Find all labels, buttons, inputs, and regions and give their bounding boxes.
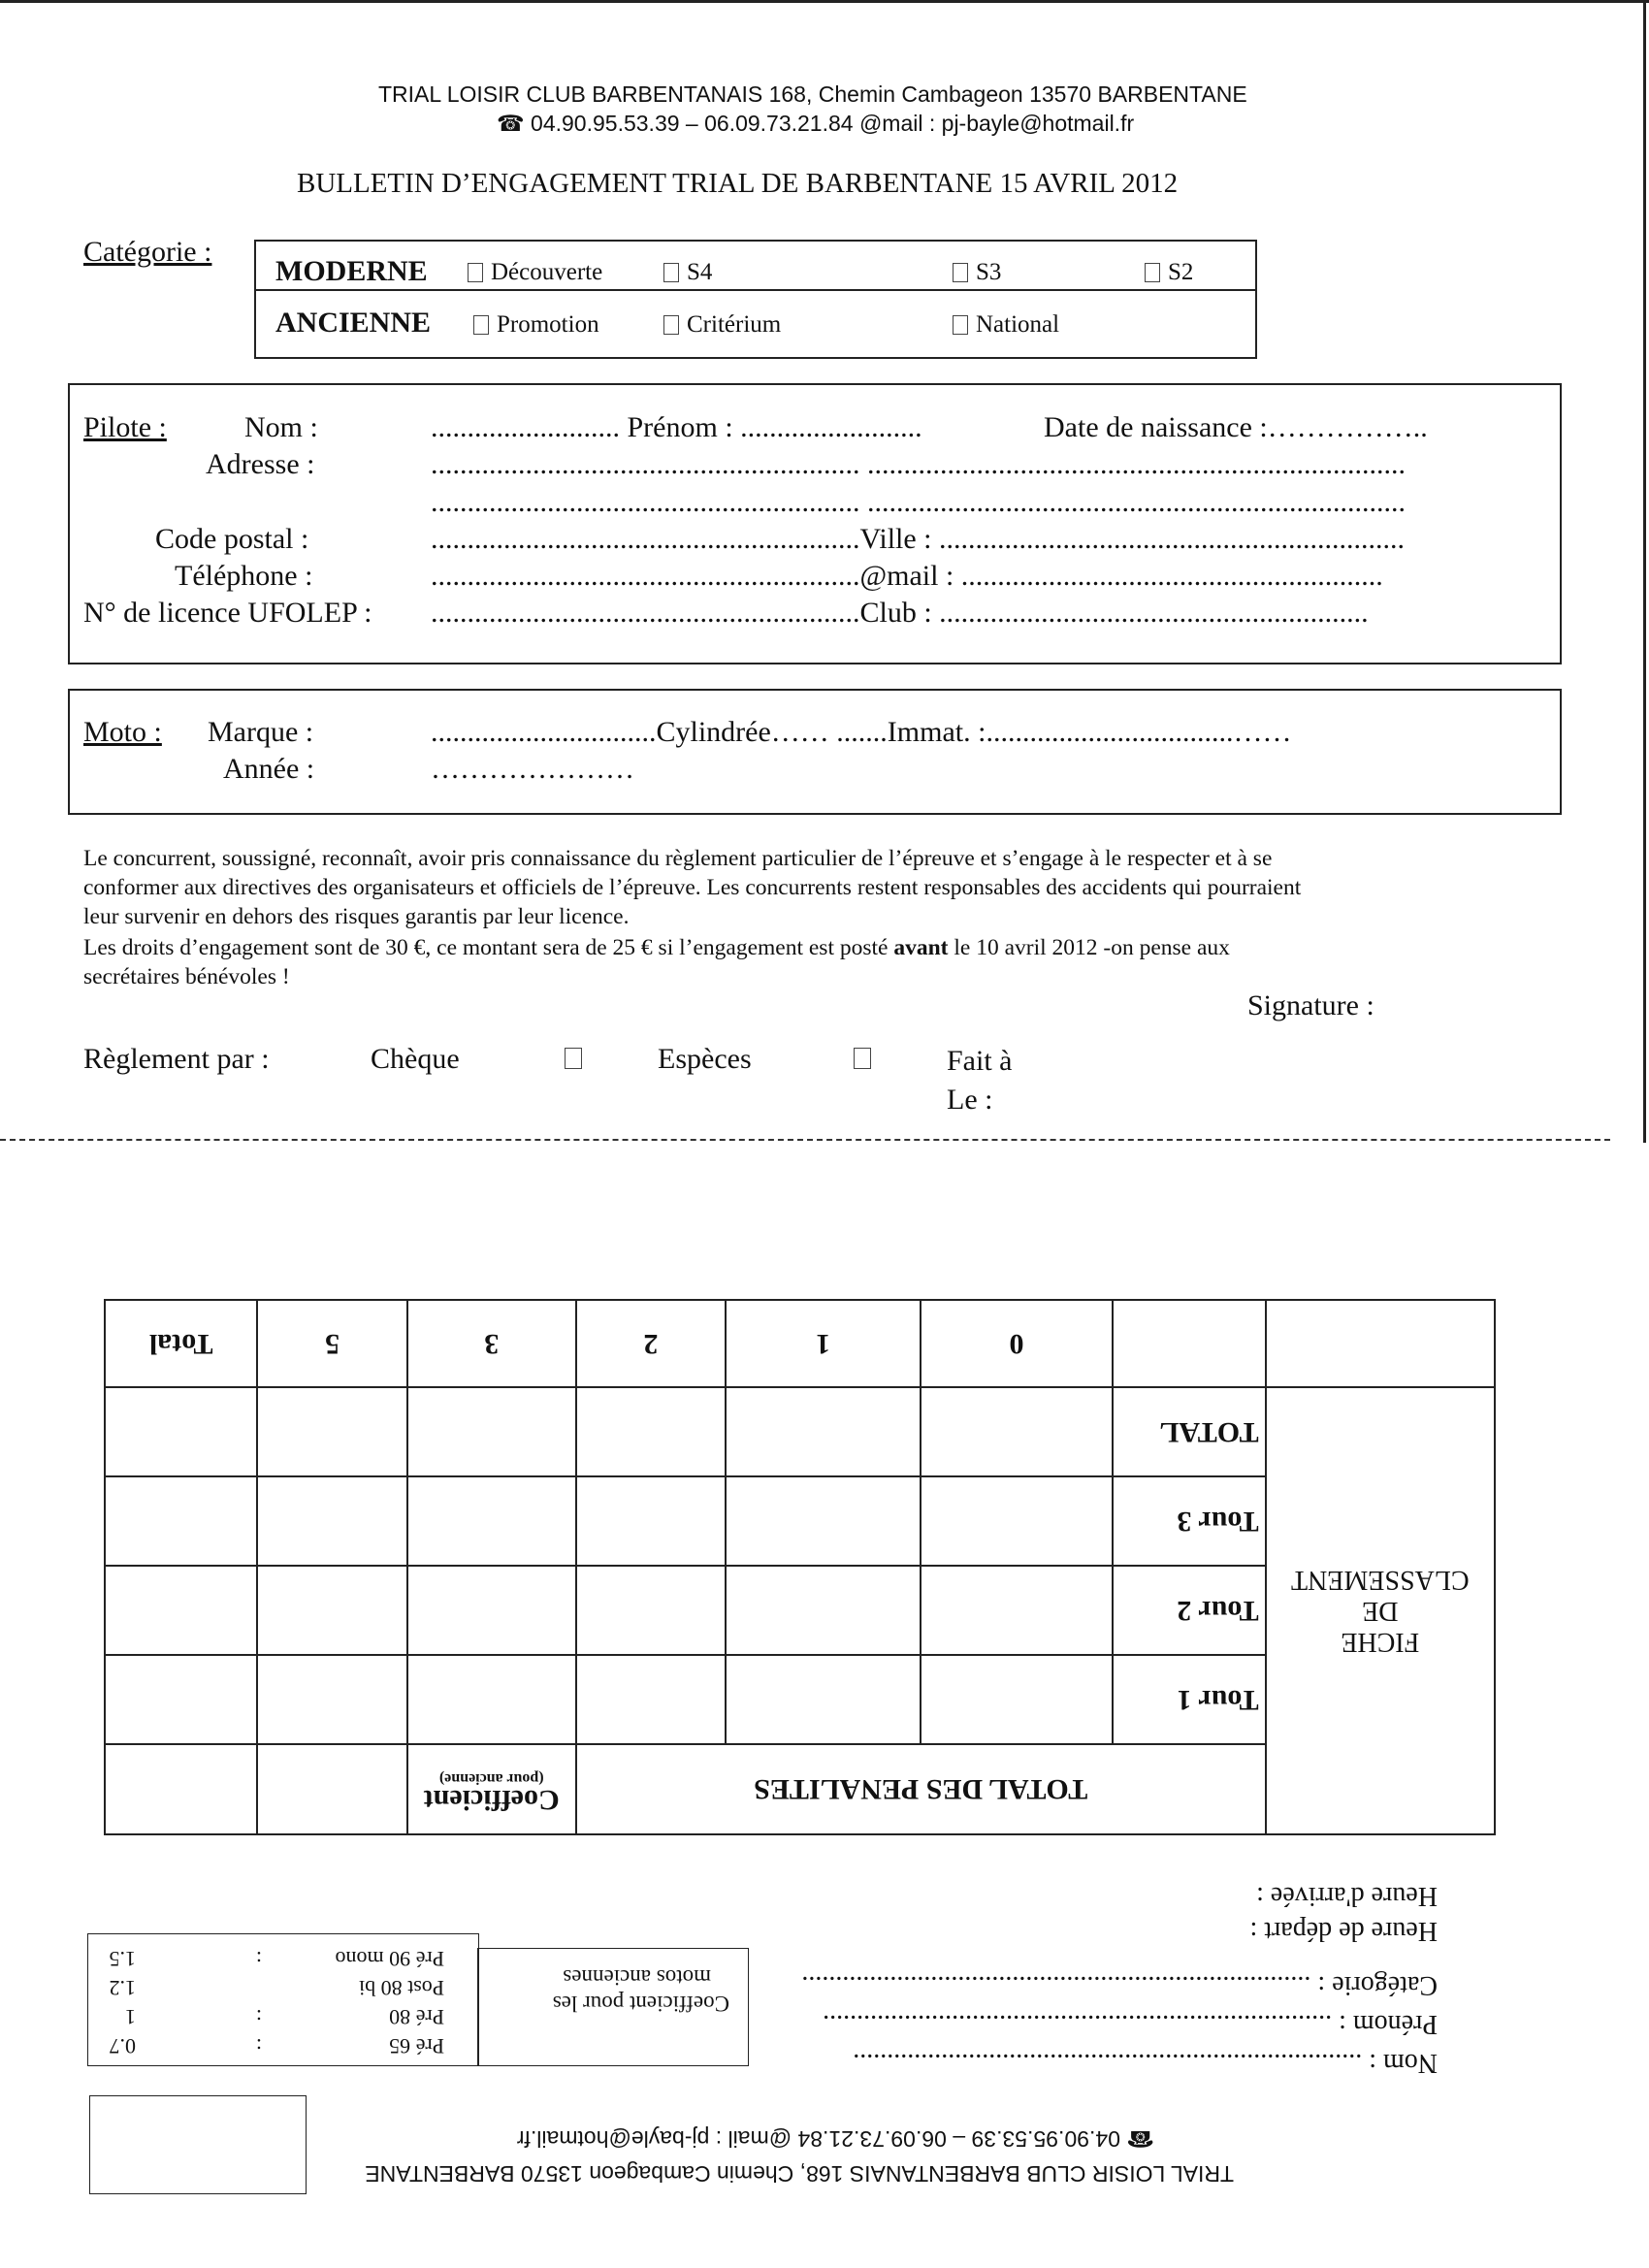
rotated-section [0,1261,1649,2268]
tel-mail-field[interactable]: ...........................................................@mail : .......................................................... [431,560,1383,592]
prenom-dots: ........................................................................... [823,2009,1333,2039]
blank-header [258,1744,407,1834]
score-cell[interactable] [921,1566,1113,1655]
score-cell[interactable] [726,1566,921,1655]
rules-line-1: Le concurrent, soussigné, reconnaît, avoir pris connaissance du règlement particulier de l’épreuve et s’engage à le respecter et à se [83,846,1273,871]
licence-club-field[interactable]: ...........................................................Club : ........................................................... [431,597,1369,629]
adresse-label: Adresse : [206,448,315,480]
pilote-label: Pilote : [83,411,167,443]
col-header-1: 1 [726,1300,921,1387]
coefficient-header [407,1744,576,1834]
score-cell[interactable] [105,1566,258,1655]
prenom-label-2: Prénom : [1339,2009,1438,2039]
page-title: BULLETIN D’ENGAGEMENT TRIAL DE BARBENTANE 15 AVRIL 2012 [297,168,1179,199]
contact-line-2: ☎ 04.90.95.53.39 – 06.09.73.21.84 @mail : pj-bayle@hotmail.fr [516,2126,1154,2152]
signature-label: Signature : [1247,989,1374,1021]
score-cell[interactable] [921,1655,1113,1744]
option-national[interactable]: National [953,311,1059,339]
option-s2[interactable]: S2 [1145,259,1193,286]
categorie-field[interactable] [801,1969,1438,2000]
checkbox[interactable] [953,263,968,282]
nom-label-2: Nom : [1369,2048,1438,2078]
coef-label-pre80: Pré 80 [389,2005,444,2029]
option-s3[interactable]: S3 [953,259,1001,286]
blank-cell [1113,1300,1266,1387]
coef-label-post80bi: Post 80 bi [358,1976,444,2000]
fees-line: Les droits d’engagement sont de 30 €, ce montant sera de 25 € si l’engagement est posté avant le 10 avril 2012 -on pense aux [83,935,1230,960]
row-label-tour-1: Tour 1 [1113,1655,1266,1744]
rules-line-2: conformer aux directives des organisateurs et officiels de l’épreuve. Les concurrents restent responsables des accidents qui pourraient [83,875,1302,900]
score-cell[interactable] [576,1566,726,1655]
option-promotion[interactable]: Promotion [473,311,599,339]
classement-table [104,1299,1496,1835]
moderne-label: MODERNE [275,255,428,287]
empty-box [89,2095,307,2194]
heure-depart-label: Heure de départ : [1249,1916,1438,1946]
cp-ville-field[interactable]: ...........................................................Ville : ................................................................ [431,523,1406,555]
checkbox[interactable] [953,315,968,335]
score-cell[interactable] [258,1476,407,1566]
col-header-5: 5 [258,1300,407,1387]
annee-field[interactable]: ………………… [431,753,634,785]
coef-title-1: Coefficient pour les [552,1992,729,2016]
checkbox[interactable] [1145,263,1160,282]
fiche-title-cell [1266,1387,1495,1834]
ancienne-label: ANCIENNE [275,307,432,339]
score-cell[interactable] [407,1476,576,1566]
reglement-label: Règlement par : [83,1043,270,1075]
club-line-2: TRIAL LOISIR CLUB BARBENTANAIS 168, Chemin Cambageon 13570 BARBENTANE [365,2161,1234,2187]
adresse-field-1[interactable]: ........................................................... .......................................................................... [431,448,1406,480]
nom-label: Nom : [244,411,318,443]
prenom-field[interactable] [823,2008,1438,2039]
code-postal-label: Code postal : [155,523,309,555]
score-cell[interactable] [258,1655,407,1744]
fees-line-2: secrétaires bénévoles ! [83,964,290,989]
coef-value-pre80: 1 [125,2005,136,2029]
score-cell[interactable] [407,1655,576,1744]
categorie-label: Catégorie : [83,236,212,268]
score-cell[interactable] [726,1387,921,1476]
fait-a-label: Fait à [947,1045,1013,1077]
nom-prenom-field[interactable]: .......................... Prénom : ......................... [431,411,922,443]
score-cell[interactable] [105,1476,258,1566]
categorie-label-2: Catégorie : [1317,1970,1438,2000]
pour-ancienne: (pour ancienne) [438,1770,544,1788]
annee-label: Année : [223,753,315,785]
licence-label: N° de licence UFOLEP : [83,597,372,629]
coef-value-pre65: 0.7 [109,2034,136,2058]
coef-sep: : [255,1947,262,1971]
score-cell[interactable] [407,1387,576,1476]
cheque-label: Chèque [371,1043,460,1075]
coef-value-pre90mono: 1.5 [109,1947,136,1971]
marque-cylindree-immat-field[interactable]: ...............................Cylindrée…… .......Immat. :..................................…… [431,716,1292,748]
fiche-title-de: DE [1362,1596,1399,1627]
marque-label: Marque : [208,716,314,748]
club-line: TRIAL LOISIR CLUB BARBENTANAIS 168, Chemin Cambageon 13570 BARBENTANE [378,81,1247,107]
blank-cell [1266,1300,1495,1387]
option-criterium[interactable]: Critérium [663,311,781,339]
le-label: Le : [947,1084,993,1116]
phone-icon: ☎ [497,111,525,136]
score-cell[interactable] [105,1655,258,1744]
heure-arrivee-label: Heure d'arrivée : [1256,1881,1438,1911]
option-s4[interactable]: S4 [663,259,712,286]
col-header-3: 3 [407,1300,576,1387]
coefficient-title: Coefficient [423,1784,560,1817]
score-cell[interactable] [258,1566,407,1655]
row-label-total: TOTAL [1113,1387,1266,1476]
especes-checkbox[interactable] [854,1048,871,1069]
moto-box [68,689,1562,815]
blank-header [105,1744,258,1834]
categorie-divider [254,289,1257,291]
checkbox[interactable] [663,263,679,282]
row-label-tour-3: Tour 3 [1113,1476,1266,1566]
score-cell[interactable] [726,1655,921,1744]
categorie-dots: ........................................................................... [801,1970,1311,2000]
total-penalites-header: TOTAL DES PENALITES [576,1744,1266,1834]
right-border [1643,0,1646,1143]
fiche-title: FICHE [1341,1627,1420,1658]
score-cell[interactable] [576,1387,726,1476]
nom-field[interactable] [853,2047,1438,2078]
coef-sep: : [255,2005,262,2029]
score-cell[interactable] [921,1387,1113,1476]
coef-value-post80bi: 1.2 [109,1976,136,2000]
phone-icon: ☎ [1126,2126,1154,2152]
top-border [0,0,1649,3]
row-label-tour-2: Tour 2 [1113,1566,1266,1655]
rules-line-3: leur survenir en dehors des risques garantis par leur licence. [83,904,630,929]
score-cell[interactable] [258,1387,407,1476]
date-naissance-field[interactable]: Date de naissance :…………….. [1044,411,1428,443]
score-cell[interactable] [576,1655,726,1744]
coef-label-pre90mono: Pré 90 mono [335,1947,444,1971]
coef-title-2: motos anciennes [563,1965,711,1990]
option-decouverte[interactable]: Découverte [468,259,602,286]
col-header-2: 2 [576,1300,726,1387]
score-cell[interactable] [921,1476,1113,1566]
checkbox[interactable] [473,315,489,335]
nom-dots: ........................................................................... [853,2048,1363,2078]
score-cell[interactable] [726,1476,921,1566]
fiche-title-classement: CLASSEMENT [1291,1565,1470,1596]
checkbox[interactable] [468,263,483,282]
adresse-field-2[interactable]: ........................................................... .......................................................................... [431,486,1406,518]
score-cell[interactable] [105,1387,258,1476]
coef-sep: : [255,2034,262,2058]
checkbox[interactable] [663,315,679,335]
coef-label-pre65: Pré 65 [389,2034,444,2058]
score-cell[interactable] [407,1566,576,1655]
especes-label: Espèces [658,1043,752,1075]
telephone-label: Téléphone : [175,560,313,592]
cut-line [0,1139,1610,1141]
col-header-total: Total [105,1300,258,1387]
contact-line: ☎ 04.90.95.53.39 – 06.09.73.21.84 @mail : pj-bayle@hotmail.fr [497,111,1135,136]
cheque-checkbox[interactable] [565,1048,582,1069]
col-header-0: 0 [921,1300,1113,1387]
score-cell[interactable] [576,1476,726,1566]
moto-label: Moto : [83,716,162,748]
